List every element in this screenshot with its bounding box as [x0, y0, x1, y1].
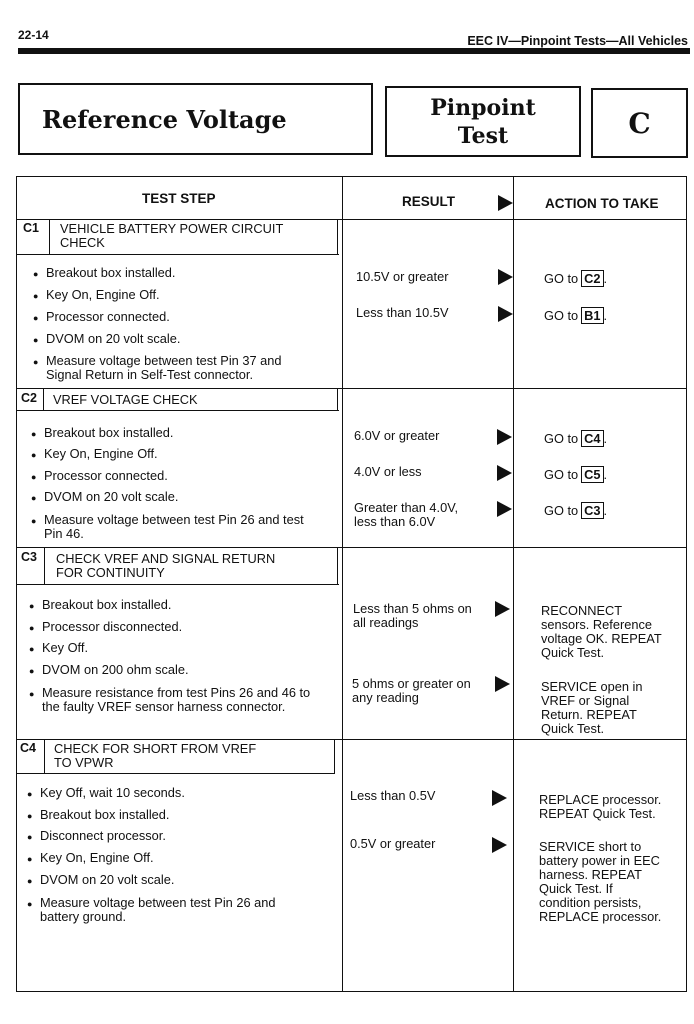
list-item: ● Breakout box installed. — [40, 808, 169, 822]
step-code-box: C2 — [581, 270, 603, 287]
arrow-icon — [492, 790, 507, 806]
action-text: REPEAT Quick Test. — [539, 806, 656, 821]
action-goto: GO to C4 . — [544, 431, 608, 446]
list-item-cont: Pin 46. — [44, 526, 84, 541]
action-goto: GO to C3 . — [544, 503, 608, 518]
result-text: 5 ohms or greater on — [352, 676, 471, 691]
pinpoint-box — [385, 86, 581, 157]
column-divider — [342, 177, 343, 991]
action-text: SERVICE open in — [541, 679, 643, 694]
list-item: ● Key On, Engine Off. — [46, 288, 160, 302]
arrow-icon — [497, 501, 512, 517]
title-box — [18, 83, 373, 155]
page-number: 22-14 — [18, 28, 49, 42]
action-goto: GO to C2 . — [544, 271, 608, 286]
step-id-c1: C1 — [23, 221, 39, 235]
step-id-c2: C2 — [21, 391, 37, 405]
action-text: REPLACE processor. — [539, 792, 662, 807]
action-text: condition persists, — [539, 895, 642, 910]
list-item: ● Processor connected. — [46, 310, 170, 324]
arrow-icon — [497, 429, 512, 445]
result-text: any reading — [352, 690, 419, 705]
list-item: ● Measure resistance from test Pins 26 and 46 to — [42, 686, 310, 700]
result-text: Less than 0.5V — [350, 788, 436, 803]
test-label: Test — [457, 122, 509, 149]
pinpoint-label: Pinpoint — [430, 94, 536, 121]
step-title-divider — [17, 584, 339, 585]
list-item: ● Processor disconnected. — [42, 620, 182, 634]
list-item: ● Key On, Engine Off. — [40, 851, 154, 865]
col-action: ACTION TO TAKE — [545, 196, 659, 211]
result-text: less than 6.0V — [354, 514, 436, 529]
step-title-border — [337, 547, 338, 584]
step-title-border — [337, 388, 338, 410]
list-item: ● Measure voltage between test Pin 26 and test — [44, 513, 304, 527]
arrow-icon — [497, 465, 512, 481]
test-title: Reference Voltage — [42, 104, 287, 134]
step-code-box: C5 — [581, 466, 603, 483]
list-item-cont: battery ground. — [40, 909, 127, 924]
list-item: ● DVOM on 200 ohm scale. — [42, 663, 189, 677]
step-id-divider — [49, 219, 50, 254]
step-id-divider — [44, 739, 45, 773]
row-divider — [17, 388, 686, 389]
step-code-box: C3 — [581, 502, 603, 519]
step-title: CHECK VREF AND SIGNAL RETURN — [56, 551, 276, 566]
result-text: all readings — [353, 615, 419, 630]
list-item: ● Breakout box installed. — [46, 266, 175, 280]
pinpoint-table — [16, 176, 687, 992]
list-item: ● Key On, Engine Off. — [44, 447, 158, 461]
step-id-c4: C4 — [20, 741, 36, 755]
step-title-divider — [17, 254, 339, 255]
action-text: harness. REPEAT — [539, 867, 642, 882]
column-divider — [513, 177, 514, 991]
test-letter: C — [628, 106, 651, 140]
list-item: ● Disconnect processor. — [40, 829, 166, 843]
col-result: RESULT — [402, 194, 455, 209]
step-title: CHECK — [60, 235, 105, 250]
result-text: 10.5V or greater — [356, 269, 449, 284]
result-text: Greater than 4.0V, — [354, 500, 459, 515]
action-text: REPLACE processor. — [539, 909, 662, 924]
action-text: battery power in EEC — [539, 853, 660, 868]
list-item: ● Measure voltage between test Pin 37 and — [46, 354, 281, 368]
step-title-divider — [17, 410, 339, 411]
step-title-divider — [17, 773, 335, 774]
result-text: 0.5V or greater — [350, 836, 436, 851]
list-item: ● Key Off, wait 10 seconds. — [40, 786, 185, 800]
list-item: ● DVOM on 20 volt scale. — [44, 490, 178, 504]
action-text: Quick Test. — [541, 645, 605, 660]
action-text: RECONNECT — [541, 603, 623, 618]
result-text: 4.0V or less — [354, 464, 422, 479]
step-title: TO VPWR — [54, 755, 114, 770]
action-text: VREF or Signal — [541, 693, 630, 708]
list-item: ● Breakout box installed. — [42, 598, 171, 612]
step-title-border — [337, 219, 338, 254]
action-text: Quick Test. — [541, 721, 605, 736]
result-text: 6.0V or greater — [354, 428, 440, 443]
action-goto: GO to C5 . — [544, 467, 608, 482]
arrow-icon — [492, 837, 507, 853]
result-text: Less than 10.5V — [356, 305, 449, 320]
step-title: VEHICLE BATTERY POWER CIRCUIT — [60, 221, 284, 236]
step-code-box: C4 — [581, 430, 603, 447]
arrow-icon — [498, 269, 513, 285]
step-title-border — [334, 739, 335, 773]
list-item-cont: Signal Return in Self-Test connector. — [46, 367, 253, 382]
step-title: CHECK FOR SHORT FROM VREF — [54, 741, 257, 756]
arrow-icon — [495, 676, 510, 692]
action-goto: GO to B1 . — [544, 308, 608, 323]
row-divider — [17, 739, 686, 740]
list-item: ● Breakout box installed. — [44, 426, 173, 440]
action-text: sensors. Reference — [541, 617, 652, 632]
action-text: Quick Test. If — [539, 881, 613, 896]
result-text: Less than 5 ohms on — [353, 601, 472, 616]
header-rule — [18, 48, 690, 54]
list-item: ● Processor connected. — [44, 469, 168, 483]
arrow-icon — [498, 306, 513, 322]
col-test-step: TEST STEP — [142, 191, 216, 206]
list-item: ● Measure voltage between test Pin 26 and — [40, 896, 275, 910]
step-code-box: B1 — [581, 307, 603, 324]
header-arrow-icon — [498, 195, 513, 211]
list-item: ● DVOM on 20 volt scale. — [46, 332, 180, 346]
row-divider — [17, 547, 686, 548]
step-id-divider — [44, 547, 45, 584]
header-divider — [17, 219, 686, 220]
step-id-divider — [43, 388, 44, 410]
action-text: voltage OK. REPEAT — [541, 631, 662, 646]
action-text: SERVICE short to — [539, 839, 642, 854]
section-title: EEC IV—Pinpoint Tests—All Vehicles — [467, 34, 688, 48]
list-item: ● DVOM on 20 volt scale. — [40, 873, 174, 887]
list-item: ● Key Off. — [42, 641, 88, 655]
test-letter-box — [591, 88, 688, 158]
arrow-icon — [495, 601, 510, 617]
step-title: VREF VOLTAGE CHECK — [53, 392, 198, 407]
step-id-c3: C3 — [21, 550, 37, 564]
action-text: Return. REPEAT — [541, 707, 637, 722]
list-item-cont: the faulty VREF sensor harness connector. — [42, 699, 286, 714]
step-title: FOR CONTINUITY — [56, 565, 165, 580]
